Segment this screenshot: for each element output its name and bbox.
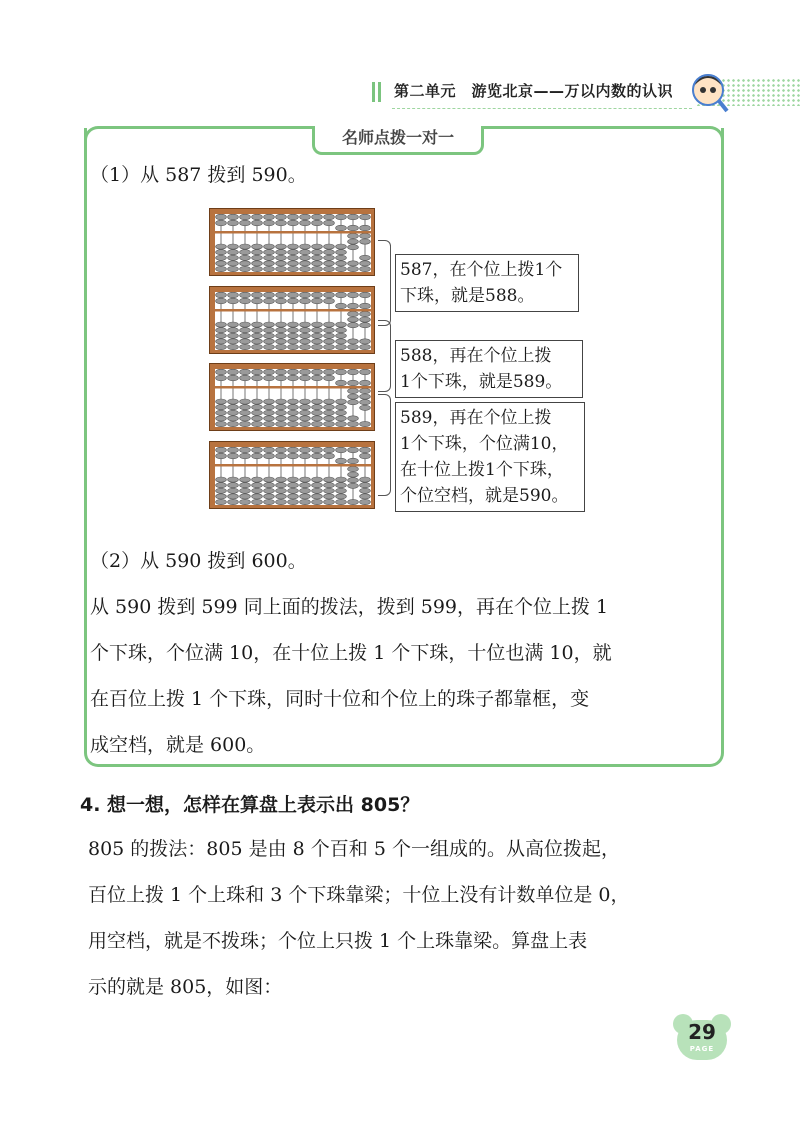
callout-line: 587，在个位上拨1个 xyxy=(400,260,563,280)
callout-line: 1个下珠，就是589。 xyxy=(400,372,563,392)
part2-title: （2）从 590 拨到 600。 xyxy=(90,550,307,572)
abacus-svg xyxy=(215,369,371,427)
header-dashed-line xyxy=(392,108,692,109)
callout-590 xyxy=(395,402,585,512)
box-top-left-border xyxy=(84,126,317,145)
part1-title: （1）从 587 拨到 590。 xyxy=(90,164,307,186)
teacher-tips-tab: 名师点拨一对一 xyxy=(312,126,484,155)
part2-line: 个下珠，个位满 10，在十位上拨 1 个下珠，十位也满 10，就 xyxy=(90,642,612,664)
part2-line: 成空档，就是 600。 xyxy=(90,734,266,756)
q4-line: 示的就是 805，如图： xyxy=(88,976,283,998)
question-4-title: 4. 想一想，怎样在算盘上表示出 805？ xyxy=(80,794,420,816)
callout-line: 1个下珠，个位满10， xyxy=(400,434,569,454)
brace-2 xyxy=(378,320,391,392)
callout-line: 下珠，就是588。 xyxy=(400,286,535,306)
abacus-svg xyxy=(215,447,371,505)
page-label: PAGE xyxy=(689,1045,715,1053)
magnifier-mascot-icon xyxy=(690,72,730,114)
abacus-589 xyxy=(209,363,375,431)
page-number-badge xyxy=(673,1014,731,1060)
q4-line: 百位上拨 1 个上珠和 3 个下珠靠梁；十位上没有计数单位是 0， xyxy=(88,884,630,906)
box-top-right-border xyxy=(476,126,724,145)
part2-line: 从 590 拨到 599 同上面的拨法，拨到 599，再在个位上拨 1 xyxy=(90,596,609,618)
callout-line: 589，再在个位上拨 xyxy=(400,408,552,428)
unit-title: 第二单元 游览北京——万以内数的认识 xyxy=(394,82,674,100)
header-bars-icon xyxy=(372,82,382,102)
page-header xyxy=(366,72,800,112)
page-number: 29 xyxy=(688,1020,716,1044)
callout-589 xyxy=(395,340,583,398)
abacus-svg xyxy=(215,292,371,350)
abacus-587 xyxy=(209,208,375,276)
callout-line: 588，再在个位上拨 xyxy=(400,346,552,366)
brace-3 xyxy=(378,394,391,496)
q4-line: 805 的拨法：805 是由 8 个百和 5 个一组成的。从高位拨起， xyxy=(88,838,620,860)
callout-588 xyxy=(395,254,579,312)
callout-line: 在十位上拨1个下珠， xyxy=(400,460,564,480)
callout-line: 个位空档，就是590。 xyxy=(400,486,569,506)
abacus-588 xyxy=(209,286,375,354)
q4-line: 用空档，就是不拨珠；个位上只拨 1 个上珠靠梁。算盘上表 xyxy=(88,930,588,952)
brace-1 xyxy=(378,240,391,326)
part2-line: 在百位上拨 1 个下珠，同时十位和个位上的珠子都靠框，变 xyxy=(90,688,590,710)
abacus-svg xyxy=(215,214,371,272)
abacus-590 xyxy=(209,441,375,509)
